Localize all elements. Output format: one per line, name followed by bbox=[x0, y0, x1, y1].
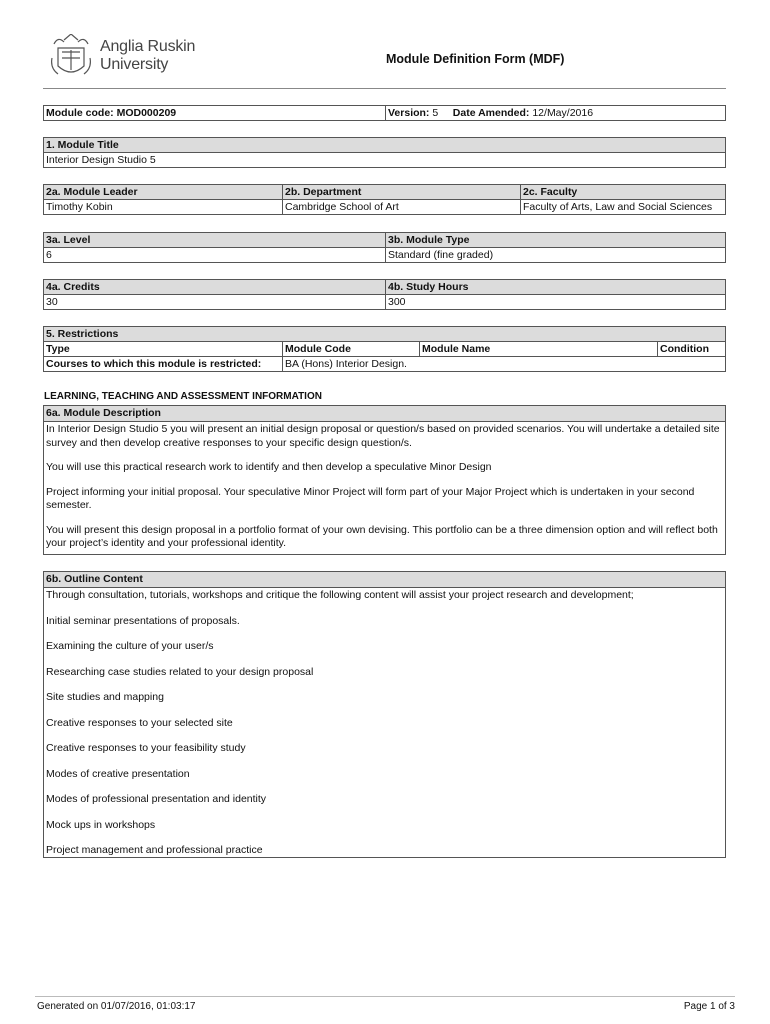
outline-item: Site studies and mapping bbox=[46, 691, 164, 703]
credits-value: 30 bbox=[44, 295, 386, 310]
module-title-value: Interior Design Studio 5 bbox=[44, 153, 726, 168]
version-value: 5 bbox=[432, 107, 439, 119]
page-number: Page 1 of 3 bbox=[683, 1001, 735, 1012]
module-code: Module code: MOD000209 bbox=[44, 106, 386, 121]
outline-item: Mock ups in workshops bbox=[46, 818, 156, 831]
generated-timestamp: Generated on 01/07/2016, 01:03:17 bbox=[37, 1001, 196, 1012]
version-date-cell: Version: 5 Date Amended: 12/May/2016 bbox=[386, 106, 726, 121]
restrictions-table bbox=[43, 326, 726, 372]
leader-table bbox=[43, 184, 726, 215]
level-value: 6 bbox=[44, 248, 386, 263]
outline-item: Initial seminar presentations of proposals. bbox=[46, 614, 240, 627]
credits-table bbox=[43, 279, 726, 310]
header-divider bbox=[43, 88, 726, 89]
restrictions-label: 5. Restrictions bbox=[44, 327, 726, 342]
module-description-box bbox=[43, 405, 726, 555]
module-leader-value: Timothy Kobin bbox=[44, 200, 283, 215]
university-name: Anglia Ruskin University bbox=[100, 38, 196, 73]
outline-item: Modes of creative presentation bbox=[46, 767, 190, 780]
ltai-heading: LEARNING, TEACHING AND ASSESSMENT INFORMATION bbox=[44, 391, 322, 402]
outline-content-label: 6b. Outline Content bbox=[44, 572, 725, 588]
module-type-label: 3b. Module Type bbox=[386, 233, 726, 248]
outline-item: Creative responses to your selected site bbox=[46, 716, 233, 729]
study-hours-value: 300 bbox=[386, 295, 726, 310]
level-label: 3a. Level bbox=[44, 233, 386, 248]
outline-item: Through consultation, tutorials, workshops and critique the following content will assist your project research and development; bbox=[46, 589, 634, 601]
form-title: Module Definition Form (MDF) bbox=[386, 52, 565, 66]
outline-content-box bbox=[43, 571, 726, 858]
module-description-label: 6a. Module Description bbox=[44, 406, 725, 422]
outline-item: Creative responses to your feasibility study bbox=[46, 742, 246, 754]
outline-item: Modes of professional presentation and identity bbox=[46, 793, 267, 805]
module-code-table bbox=[43, 105, 726, 121]
department-value: Cambridge School of Art bbox=[283, 200, 521, 215]
outline-item: Examining the culture of your user/s bbox=[46, 640, 214, 652]
outline-item: Project management and professional practice bbox=[46, 844, 263, 856]
module-type-value: Standard (fine graded) bbox=[386, 248, 726, 263]
restrictions-row-label: Courses to which this module is restricted: bbox=[44, 357, 283, 372]
restrictions-col-module-code: Module Code bbox=[283, 342, 420, 357]
description-paragraph: Project informing your initial proposal. Your speculative Minor Project will form part of your Major Project which is undertaken in your second semester. bbox=[46, 485, 695, 511]
faculty-value: Faculty of Arts, Law and Social Sciences bbox=[521, 200, 726, 215]
faculty-label: 2c. Faculty bbox=[521, 185, 726, 200]
date-amended-value: 12/May/2016 bbox=[532, 107, 594, 119]
credits-label: 4a. Credits bbox=[44, 280, 386, 295]
module-leader-label: 2a. Module Leader bbox=[44, 185, 283, 200]
restrictions-col-module-name: Module Name bbox=[420, 342, 658, 357]
restrictions-col-type: Type bbox=[44, 342, 283, 357]
study-hours-label: 4b. Study Hours bbox=[386, 280, 726, 295]
footer-divider bbox=[35, 996, 735, 997]
description-paragraph: In Interior Design Studio 5 you will present an initial design proposal or question/s based on provided scenarios. You will undertake a detailed site survey and then develop creative responses to your specific design question/s. bbox=[46, 423, 720, 449]
level-table bbox=[43, 232, 726, 263]
description-paragraph: You will use this practical research work to identify and then develop a speculative Minor Design bbox=[46, 461, 492, 473]
module-title-label: 1. Module Title bbox=[44, 138, 726, 153]
module-title-table bbox=[43, 137, 726, 168]
outline-item: Researching case studies related to your design proposal bbox=[46, 665, 314, 678]
restrictions-col-condition: Condition bbox=[658, 342, 726, 357]
description-paragraph: You will present this design proposal in a portfolio format of your own devising. This portfolio can be a three dimension option and will reflect both your project’s identity and your professional identity. bbox=[46, 523, 718, 549]
department-label: 2b. Department bbox=[283, 185, 521, 200]
restrictions-row-value: BA (Hons) Interior Design. bbox=[283, 357, 726, 372]
